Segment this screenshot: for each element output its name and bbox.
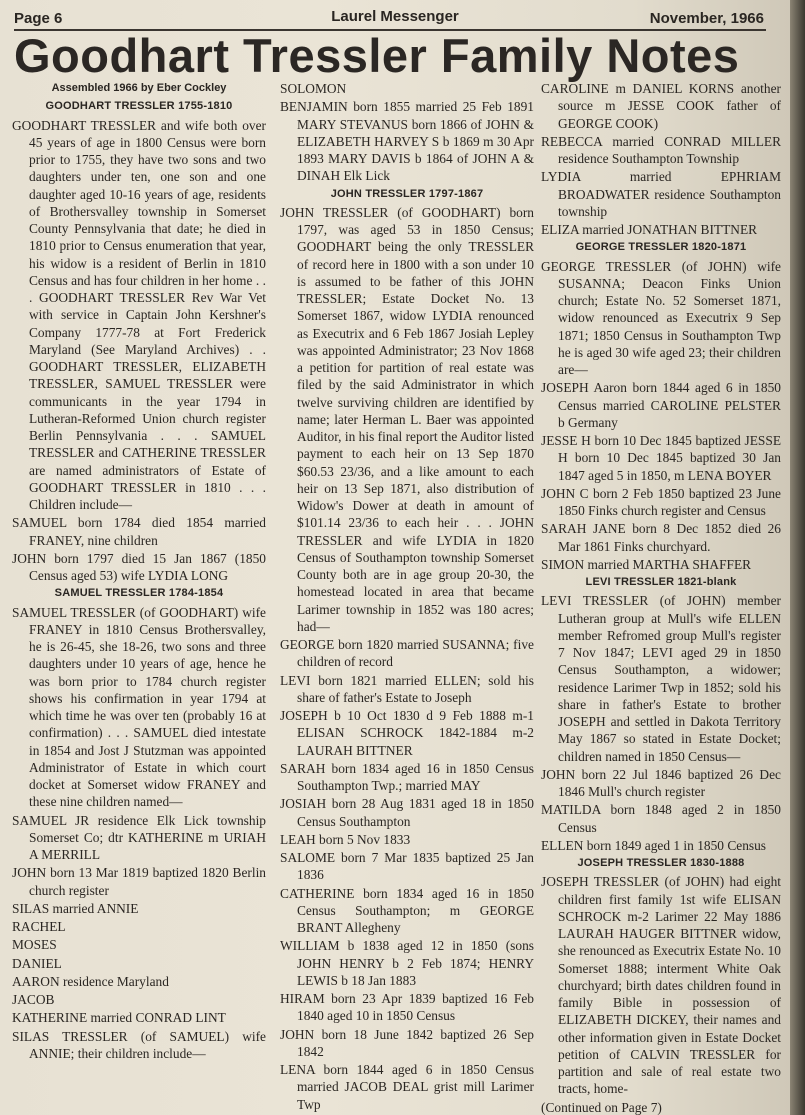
column-2 — [280, 80, 534, 1114]
paragraph: SARAH JANE born 8 Dec 1852 died 26 Mar 1861 Finks churchyard. — [541, 521, 781, 554]
page-header — [14, 8, 776, 30]
paragraph: LEVI TRESSLER (of JOHN) member Lutheran group at Mull's wife ELLEN member Refromed group Mull's register 7 Nov 1847; LEVI aged 29 in 1850 Census Southampton, a widower; residence Larimer Twp in 1852; sold his share in father's Estate to brother JOSEPH and settled in Dakota Territory May 1867 so stated in Estate Docket; children named in 1850 Census— — [541, 593, 781, 764]
page-number: Page 6 — [14, 10, 63, 27]
paragraph: RACHEL — [12, 919, 66, 934]
column-3 — [541, 80, 781, 1115]
section-heading: JOHN TRESSLER 1797-1867 — [330, 187, 484, 200]
paragraph: ELIZA married JONATHAN BITTNER — [541, 222, 758, 237]
paragraph: JOSEPH Aaron born 1844 aged 6 in 1850 Census married CAROLINE PELSTER b Germany — [541, 380, 781, 430]
paragraph: JOHN born 1797 died 15 Jan 1867 (1850 Census aged 53) wife LYDIA LONG — [12, 550, 266, 583]
paragraph: JESSE H born 10 Dec 1845 baptized JESSE H born 10 Dec 1845 baptized 30 Jan 1847 aged 5 in 1850, m LENA BOYER — [541, 433, 781, 483]
paragraph: ELLEN born 1849 aged 1 in 1850 Census — [541, 837, 767, 853]
paragraph: KATHERINE married CONRAD LINT — [12, 1010, 226, 1026]
paragraph: BENJAMIN born 1855 married 25 Feb 1891 MARY STEVANUS born 1866 of JOHN & ELIZABETH HARVEY S b 1869 m 30 Apr 1893 MARY DAVIS b 1864 of JOHN A & DINAH Elk Lick — [280, 99, 534, 184]
paragraph: SAMUEL born 1784 died 1854 married FRANEY, nine children — [12, 515, 266, 548]
paragraph: SOLOMON — [280, 81, 347, 96]
paragraph: JOHN born 18 June 1842 baptized 26 Sep 1842 — [280, 1026, 534, 1059]
paragraph: HIRAM born 23 Apr 1839 baptized 16 Feb 1840 aged 10 in 1850 Census — [280, 991, 534, 1024]
paragraph: (Continued on Page 7) — [541, 1099, 662, 1115]
paragraph: JOSEPH TRESSLER (of JOHN) had eight children first family 1st wife ELISAN SCHROCK m-2 Larimer 22 May 1886 LAURAH HAUGER BITTNER widow, she renounced as Executrix Estate No. 10 Somerset 1888; interment White Oak churchyard; birth dates children found in family Bible in possession of ELIZABETH DICKEY, their names and other information given in Estate Docket petition of CALVIN TRESSLER for partition and sale of real estate two tracts, home- — [541, 874, 781, 1097]
paragraph: JOHN C born 2 Feb 1850 baptized 23 June 1850 Finks church register and Census — [541, 485, 781, 518]
paragraph: SARAH born 1834 aged 16 in 1850 Census Southampton Twp.; married MAY — [280, 760, 534, 793]
paragraph: SILAS TRESSLER (of SAMUEL) wife ANNIE; their children include— — [12, 1028, 266, 1061]
paragraph: JOSIAH born 28 Aug 1831 aged 18 in 1850 Census Southampton — [280, 796, 534, 829]
paragraph: DANIEL — [12, 955, 62, 971]
paragraph: JOSEPH b 10 Oct 1830 d 9 Feb 1888 m-1 ELISAN SCHROCK 1842-1884 m-2 LAURAH BITTNER — [280, 708, 534, 758]
paragraph: LEVI born 1821 married ELLEN; sold his share of father's Estate to Joseph — [280, 672, 534, 705]
section-heading: LEVI TRESSLER 1821-blank — [585, 576, 737, 588]
paragraph: REBECCA married CONRAD MILLER residence Southampton Township — [541, 133, 781, 166]
byline: Assembled 1966 by Eber Cockley — [51, 82, 227, 94]
paragraph: GEORGE TRESSLER (of JOHN) wife SUSANNA; Deacon Finks Union church; Estate No. 52 Somerset 1871, widow renounced as Executrix 9 Sep 1871; 1850 Census in Southampton Twp he is aged 30 wife aged 23; their children are— — [541, 258, 781, 377]
paragraph: JACOB — [12, 992, 55, 1007]
paragraph: CATHERINE born 1834 aged 16 in 1850 Census Southampton; m GEORGE BRANT Allegheny — [280, 885, 534, 935]
paragraph: JOHN born 22 Jul 1846 baptized 26 Dec 1846 Mull's church register — [541, 766, 781, 799]
paragraph: LENA born 1844 aged 6 in 1850 Census married JACOB DEAL grist mill Larimer Twp — [280, 1062, 534, 1112]
paragraph: JOHN TRESSLER (of GOODHART) born 1797, was aged 53 in 1850 Census; GOODHART being the only TRESSLER of record here in 1800 with a son under 10 is assumed to be father of this JOHN TRESSLER; Estate Docket No. 13 Somerset 1867, widow LYDIA renounced as Executrix and 6 Feb 1867 Josiah Lepley was appointed Administrator; 23 Nov 1868 a petition for partition of real estate was filed by the said Administrator in which twelve surviving children are identified by name; later Herman L. Baer was appointed Auditor, in his final report the Auditor listed payment to each heir on 13 Sep 1870 $60.53 23/36, and a like amount to each heir on 13 Sep 1871, also distribution of Widow's Dower at death in amount of $101.14 23/36 to each heir . . . JOHN TRESSLER and wife LYDIA in 1820 Census of Southampton township Somerset County both are in age group 20-30, the homestead located in area that became Larimer township in 1852 was 180 acres; had— — [280, 204, 534, 634]
section-heading: SAMUEL TRESSLER 1784-1854 — [54, 587, 224, 600]
paragraph: LEAH born 5 Nov 1833 — [280, 831, 411, 847]
paragraph: MATILDA born 1848 aged 2 in 1850 Census — [541, 802, 781, 835]
paragraph: SALOME born 7 Mar 1835 baptized 25 Jan 1836 — [280, 850, 534, 883]
paragraph: LYDIA married EPHRIAM BROADWATER residence Southampton township — [541, 169, 781, 219]
paragraph: GOODHART TRESSLER and wife both over 45 years of age in 1800 Census were born prior to 1755, they have two sons and two daughters under ten, one son and one daughter aged 10-16 years of age, residents of Brothersvalley township in Somerset County Pennsylvania that date; he died in 1810 prior to Census enumeration that year, his widow is a resident of Berlin in 1810 Census and has four children in her home . . . GOODHART TRESSLER Rev War Vet with service in Captain John Kershner's Company 1777-78 at Fort Frederick Maryland (See Maryland Archives) . . GOODHART TRESSLER, ELIZABETH TRESSLER, SAMUEL TRESSLER were communicants in the year 1794 in Lutheran-Reformed Union church register Berlin Pennsylvania . . . SAMUEL TRESSLER and CATHERINE TRESSLER are named administrators of Estate of GOODHART TRESSLER in 1810 . . . Children include— — [12, 117, 266, 512]
column-1 — [12, 80, 266, 1063]
paragraph: WILLIAM b 1838 aged 12 in 1850 (sons JOHN HENRY b 2 Feb 1874; HENRY LEWIS b 18 Jan 1883 — [280, 938, 534, 988]
section-heading: GOODHART TRESSLER 1755-1810 — [45, 100, 233, 113]
section-heading: GEORGE TRESSLER 1820-1871 — [575, 241, 747, 254]
paragraph: SILAS married ANNIE — [12, 900, 139, 916]
paragraph: SIMON married MARTHA SHAFFER — [541, 556, 752, 572]
article-title: Goodhart Tressler Family Notes — [14, 29, 740, 82]
issue-date: November, 1966 — [649, 10, 764, 27]
paragraph: MOSES — [12, 937, 57, 953]
section-heading: JOSEPH TRESSLER 1830-1888 — [577, 857, 745, 869]
paragraph: SAMUEL JR residence Elk Lick township Somerset Co; dtr KATHERINE m URIAH A MERRILL — [12, 812, 266, 862]
paragraph: CAROLINE m DANIEL KORNS another source m JESSE COOK father of GEORGE COOK) — [541, 81, 781, 131]
paragraph: SAMUEL TRESSLER (of GOODHART) wife FRANEY in 1810 Census Brothersvalley, he is 26-45, she 18-26, two sons and three daughters under 10 years of age, hence he was born prior to 1784 church register shows his confirmation in year 1794 at which time he was over ten (probably 16 at confirmation) . . . SAMUEL died intestate in 1854 and Jost J Stutzman was appointed Administrator of Estate in which court docket at Somerset widow FRANEY and these nine children named— — [12, 604, 266, 810]
book-gutter — [790, 0, 805, 1115]
paragraph: JOHN born 13 Mar 1819 baptized 1820 Berlin church register — [12, 865, 266, 898]
paragraph: AARON residence Maryland — [12, 973, 169, 989]
publication-name: Laurel Messenger — [331, 8, 459, 25]
paragraph: GEORGE born 1820 married SUSANNA; five children of record — [280, 637, 534, 670]
